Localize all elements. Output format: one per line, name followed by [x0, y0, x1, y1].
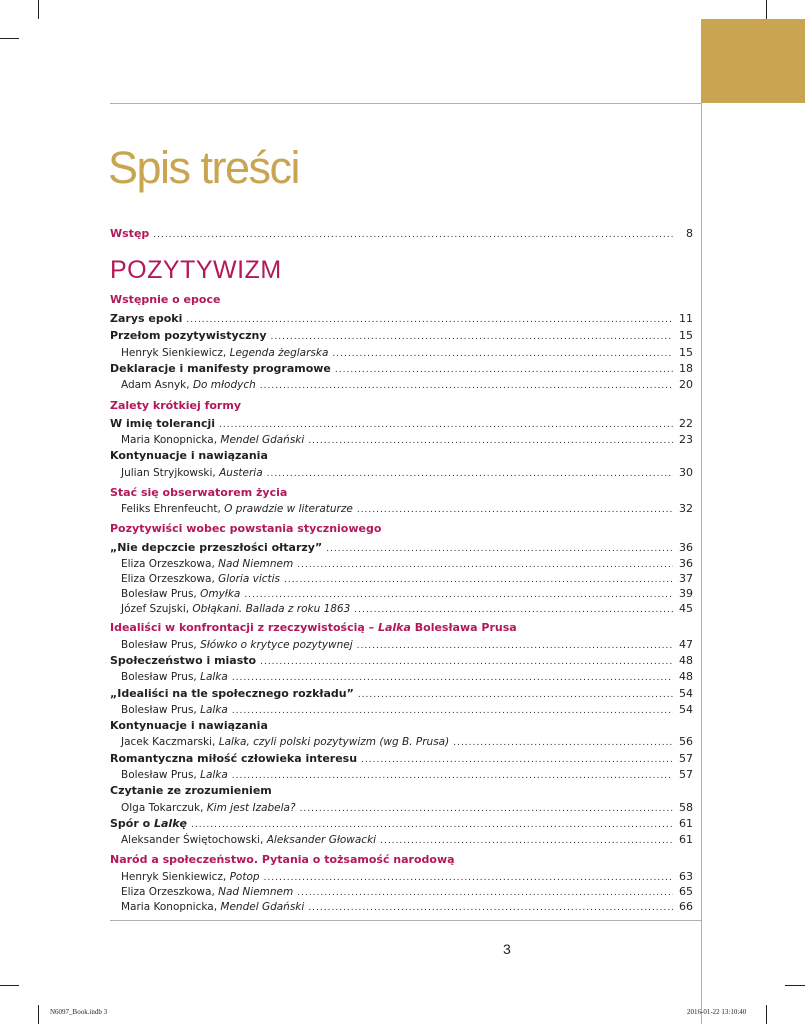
dot-leader	[380, 833, 673, 849]
toc-subentry[interactable]	[110, 869, 693, 885]
toc-entry-label: Feliks Ehrenfeucht, O prawdzie w literaturze	[121, 503, 353, 515]
crop-mark	[0, 38, 19, 39]
toc-page-number: 11	[679, 312, 693, 325]
toc-entry-label: Olga Tokarczuk, Kim jest Izabela?	[121, 802, 296, 814]
toc-entry-label: „Idealiści na tle społecznego rozkładu”	[110, 687, 354, 700]
toc-entry-label: Społeczeństwo i miasto	[110, 654, 257, 667]
toc-page-number: 66	[679, 900, 693, 913]
dot-leader	[153, 227, 673, 243]
toc-entry-label: Bolesław Prus, Lalka	[121, 769, 228, 781]
toc-page-number: 48	[679, 670, 693, 683]
toc-page-number: 36	[679, 557, 693, 570]
toc-subentry[interactable]	[110, 345, 693, 361]
toc-subentry[interactable]	[110, 465, 693, 481]
toc-subentry[interactable]	[110, 832, 693, 848]
dot-leader	[453, 735, 673, 751]
right-rule	[701, 103, 702, 1024]
toc-subentry[interactable]	[110, 884, 693, 900]
toc-subentry[interactable]	[110, 669, 693, 685]
toc-page-number: 61	[679, 817, 693, 830]
toc-group-heading: Stać się obserwatorem życia	[110, 486, 288, 499]
toc-page-number: 45	[679, 602, 693, 615]
toc-group-heading: Idealiści w konfrontacji z rzeczywistością – Lalka Bolesława Prusa	[110, 621, 517, 634]
toc-page-number: 58	[679, 801, 693, 814]
toc-entry[interactable]	[110, 540, 693, 556]
dot-leader	[335, 362, 673, 378]
dot-leader	[361, 752, 673, 768]
dot-leader	[267, 466, 673, 482]
toc-entry[interactable]	[110, 653, 693, 669]
dot-leader	[308, 900, 673, 916]
dot-leader	[219, 417, 673, 433]
toc-entry-label: Jacek Kaczmarski, Lalka, czyli polski pozytywizm (wg B. Prusa)	[121, 736, 450, 748]
toc-page-number: 37	[679, 572, 693, 585]
toc-entry-label: Maria Konopnicka, Mendel Gdański	[121, 901, 305, 913]
dot-leader	[357, 502, 673, 518]
crop-mark	[785, 985, 805, 986]
toc-page-number: 65	[679, 885, 693, 898]
toc-subentry[interactable]	[110, 637, 693, 653]
toc-entry-label: Julian Stryjkowski, Austeria	[121, 467, 263, 479]
toc-subentry[interactable]	[110, 767, 693, 783]
toc-group-heading: Wstępnie o epoce	[110, 293, 221, 306]
toc-subentry[interactable]	[110, 501, 693, 517]
toc-subentry[interactable]	[110, 432, 693, 448]
toc-entry[interactable]	[110, 361, 693, 377]
dot-leader	[271, 329, 673, 345]
toc-entry[interactable]	[110, 751, 693, 767]
toc-page-number: 15	[679, 346, 693, 359]
dot-leader	[232, 703, 673, 719]
toc-entry[interactable]	[110, 416, 693, 432]
toc-entry[interactable]	[110, 328, 693, 344]
dot-leader	[354, 602, 673, 618]
dot-leader	[232, 670, 673, 686]
toc-page-number: 8	[686, 227, 693, 240]
toc-page-number: 22	[679, 417, 693, 430]
toc-page-number: 32	[679, 502, 693, 515]
print-slug-file: N6097_Book.indb 3	[50, 1008, 108, 1016]
toc-group-heading: Czytanie ze zrozumieniem	[110, 784, 272, 797]
toc-entry[interactable]	[110, 311, 693, 327]
toc-page-number: 57	[679, 752, 693, 765]
toc-entry-label: Eliza Orzeszkowa, Nad Niemnem	[121, 558, 294, 570]
dot-leader	[191, 817, 673, 833]
crop-mark	[38, 0, 39, 19]
top-rule	[110, 103, 701, 104]
toc-page-number: 56	[679, 735, 693, 748]
toc-entry-label: Maria Konopnicka, Mendel Gdański	[121, 434, 305, 446]
toc-entry-label: Henryk Sienkiewicz, Legenda żeglarska	[121, 347, 329, 359]
toc-entry-label: „Nie depczcie przeszłości ołtarzy”	[110, 541, 323, 554]
toc-entry-label: Józef Szujski, Obłąkani. Ballada z roku 1863	[121, 603, 351, 615]
section-title: POZYTYWIZM	[110, 256, 282, 284]
toc-entry-label: Eliza Orzeszkowa, Gloria victis	[121, 573, 281, 585]
dot-leader	[260, 654, 673, 670]
toc-page-number: 54	[679, 703, 693, 716]
dot-leader	[232, 768, 673, 784]
toc-page-number: 39	[679, 587, 693, 600]
toc-subentry[interactable]	[110, 556, 693, 572]
dot-leader	[300, 801, 673, 817]
toc-page-number: 20	[679, 378, 693, 391]
toc-entry[interactable]	[110, 686, 693, 702]
dot-leader	[326, 541, 673, 557]
toc-page-number: 61	[679, 833, 693, 846]
toc-entry-label: W imię tolerancji	[110, 417, 216, 430]
toc-entry-label: Bolesław Prus, Omyłka	[121, 588, 241, 600]
toc-page-number: 54	[679, 687, 693, 700]
toc-entry[interactable]	[110, 816, 693, 832]
toc-group-heading: Naród a społeczeństwo. Pytania o tożsamość narodową	[110, 853, 455, 866]
gold-corner-tab	[701, 19, 805, 103]
toc-entry-label: Adam Asnyk, Do młodych	[121, 379, 256, 391]
toc-group-heading: Pozytywiści wobec powstania styczniowego	[110, 522, 382, 535]
toc-subentry[interactable]	[110, 899, 693, 915]
crop-mark	[766, 1005, 767, 1024]
toc-subentry[interactable]	[110, 601, 693, 617]
toc-page-number: 48	[679, 654, 693, 667]
print-slug-timestamp: 2016-01-22 13:10:40	[687, 1008, 747, 1016]
toc-group-heading: Kontynuacje i nawiązania	[110, 719, 268, 732]
crop-mark	[38, 1005, 39, 1024]
toc-entry-label: Bolesław Prus, Lalka	[121, 704, 228, 716]
toc-page-number: 23	[679, 433, 693, 446]
toc-entry-label: Wstęp	[110, 227, 150, 240]
toc-entry-label: Bolesław Prus, Słówko o krytyce pozytywnej	[121, 639, 353, 651]
toc-page-number: 18	[679, 362, 693, 375]
toc-page-number: 30	[679, 466, 693, 479]
toc-entry-label: Henryk Sienkiewicz, Potop	[121, 871, 260, 883]
toc-subentry[interactable]	[110, 734, 693, 750]
bottom-rule	[110, 920, 701, 921]
page-number: 3	[503, 941, 511, 957]
toc-entry-label: Przełom pozytywistyczny	[110, 329, 267, 342]
dot-leader	[332, 346, 673, 362]
toc-subentry[interactable]	[110, 571, 693, 587]
toc-subentry[interactable]	[110, 586, 693, 602]
toc-page-number: 36	[679, 541, 693, 554]
toc-group-heading: Kontynuacje i nawiązania	[110, 449, 268, 462]
toc-page-number: 15	[679, 329, 693, 342]
toc-subentry[interactable]	[110, 377, 693, 393]
toc-group-heading: Zalety krótkiej formy	[110, 399, 241, 412]
toc-page-number: 57	[679, 768, 693, 781]
dot-leader	[308, 433, 673, 449]
toc-subentry[interactable]	[110, 800, 693, 816]
dot-leader	[358, 687, 673, 703]
page-title: Spis treści	[108, 142, 300, 193]
toc-page-number: 63	[679, 870, 693, 883]
dot-leader	[357, 638, 673, 654]
toc-entry-label: Romantyczna miłość człowieka interesu	[110, 752, 358, 765]
toc-entry-label: Spór o Lalkę	[110, 817, 187, 830]
toc-subentry[interactable]	[110, 702, 693, 718]
dot-leader	[186, 312, 673, 328]
toc-entry-label: Zarys epoki	[110, 312, 183, 325]
toc-entry-label: Bolesław Prus, Lalka	[121, 671, 228, 683]
toc-entry-intro[interactable]	[110, 226, 693, 242]
toc-entry-label: Deklaracje i manifesty programowe	[110, 362, 331, 375]
toc-entry-label: Eliza Orzeszkowa, Nad Niemnem	[121, 886, 294, 898]
crop-mark	[766, 0, 767, 19]
crop-mark	[0, 985, 19, 986]
dot-leader	[260, 378, 673, 394]
toc-entry-label: Aleksander Świętochowski, Aleksander Głowacki	[121, 834, 377, 846]
toc-page-number: 47	[679, 638, 693, 651]
